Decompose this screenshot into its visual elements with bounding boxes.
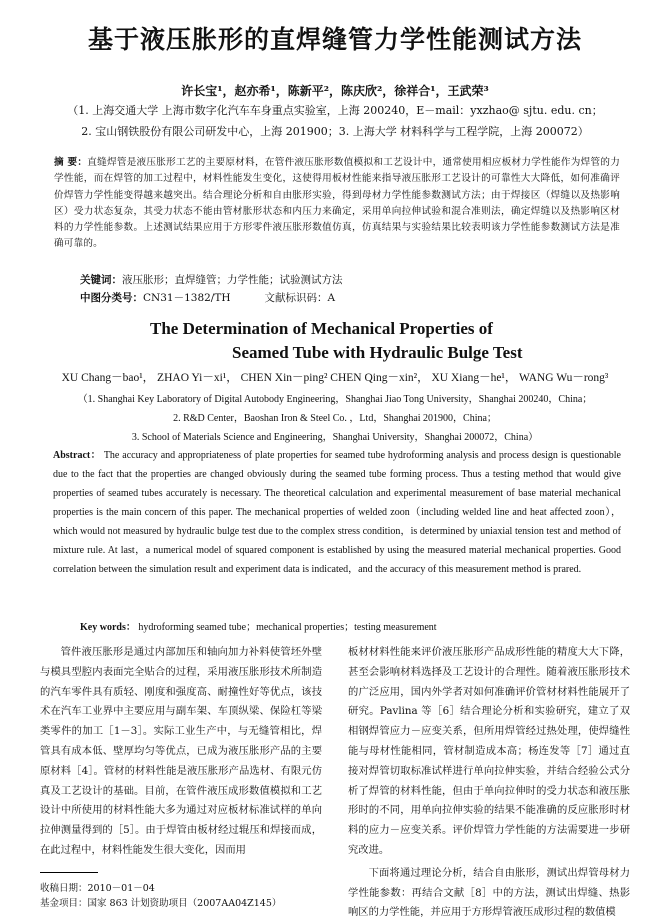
- chinese-affiliation-1: （1. 上海交通大学 上海市数字化汽车车身重点实验室，上海 200240，E－mail：yxzhao@ sjtu. edu. cn；: [67, 104, 603, 117]
- chinese-keywords-text: 液压胀形；直焊缝管；力学性能；试验测试方法: [122, 274, 343, 286]
- body-left-column: 管件液压胀形是通过内部加压和轴向加力补料使管坯外壁与模具型腔内表面完全贴合的过程，采用液压胀形技术所制造的汽车零件具有质轻、刚度和强度高、耐撞性好等优点，该技术在汽车工业界中主要应用与副车架、车顶纵梁、保险杠等梁类零件的加工［1－3］。实际工业生产中，与无缝管相比，焊管具有成本低、壁厚均匀等优点，已成为液压胀形产品的主要原材料［4］。管材的材料性能是液压胀形产品选材、有限元仿真及工艺设计的基础。目前，在管件液压成形数值模拟和工艺设计中所使用的材料性能大多为通过对应板材标准试样的单向拉伸测量得到的［5］。由于焊管由板材经过辊压和焊接而成，在此过程中，材料性能发生很大变化，因而用: [40, 646, 322, 856]
- chinese-keywords: [80, 272, 343, 287]
- english-abstract-label: Abstract：: [53, 450, 102, 461]
- english-title-line-1: The Determination of Mechanical Properties of: [150, 319, 493, 338]
- chinese-keywords-label: 关键词：: [80, 274, 122, 286]
- chinese-abstract-label: 摘 要：: [54, 157, 88, 168]
- english-keywords-label: Key words：: [80, 622, 136, 633]
- body-right-paragraph-2: 下面将通过理论分析，结合自由胀形，测试出焊管母材力学性能参数：再结合文献［8］中的方法，测试出焊缝、热影响区的力学性能，并应用于方形焊管液压成形过程的数值模: [348, 866, 630, 919]
- footnote-received-date: 收稿日期：2010－01－04: [40, 883, 155, 894]
- body-right-paragraph-1: 板材材料性能来评价液压胀形产品成形性能的精度大大下降，甚至会影响材料选择及工艺设计的合理性。随着液压胀形技术的广泛应用，国内外学者对如何准确评价管材材料性能展开了研究。Pavlina 等［6］结合理论分析和实验研究，建立了双相钢焊管应力－应变关系，但所用焊管经过热处理，使焊缝性能与母材性能相同，管材制造成本高；杨连发等［7］通过直接对焊管切取标准试样进行单向拉伸实验，并结合经验公式分析了焊管的材料性能，但由于单向拉伸时的受力状态和液压胀形时的不同，用单向拉伸实验的结果不能准确的反应胀形时材料的应力－应变关系。评价焊管力学性能的方法需要进一步研究改进。: [348, 646, 630, 856]
- footnote-rule: [40, 872, 98, 873]
- chinese-authors: 许长宝¹，赵亦希¹，陈新平²，陈庆欣²，徐祥合¹，王武荣³: [181, 84, 489, 98]
- english-keywords-text: hydroforming seamed tube；mechanical properties；testing measurement: [138, 622, 437, 633]
- english-abstract-text: The accuracy and appropriateness of plate properties for seamed tube hydroforming analysis and process design is questionable due to the fact that the properties are changed obviously during the seamed tube forming process. Thus a testing method that would give properties of seamed tubes accurately is necessary. The theoretical calculation and experimental measurement of base material mechanical properties is the main concern of this paper. The mechanical properties of welded zoon（including welded line and heat affected zoon），which would not measured by hydraulic bulge test due to the complex stress condition，is determined by uniaxial tension test and method of mixture rule. At last，a numerical model of squared component is established by using the measured material mechanical properties. Good correlation between the simulation result and experiment data is indicated，and the accuracy of this measurement method is prared.: [53, 450, 621, 575]
- document-code-value: A: [327, 292, 336, 304]
- chinese-title: 基于液压胀形的直焊缝管力学性能测试方法: [87, 25, 582, 54]
- english-title-line-2: Seamed Tube with Hydraulic Bulge Test: [232, 343, 523, 362]
- classification-line: [80, 290, 335, 305]
- classification-label: 中图分类号：: [80, 292, 143, 304]
- english-keywords: [80, 618, 437, 633]
- chinese-abstract: [54, 155, 620, 253]
- english-authors: XU Chang－bao¹， ZHAO Yi－xi¹， CHEN Xin－ping² CHEN Qing－xin²， XU Xiang－he¹， WANG Wu－rong³: [61, 372, 609, 384]
- english-abstract: [53, 446, 621, 579]
- body-right-column: [348, 643, 630, 922]
- chinese-affiliation-2: 2. 宝山钢铁股份有限公司研发中心，上海 201900；3. 上海大学 材料科学与工程学院，上海 200072）: [81, 125, 589, 138]
- english-affiliation-1: （1. Shanghai Key Laboratory of Digital Autobody Engineering，Shanghai Jiao Tong University，Shanghai 200240，China；: [77, 394, 593, 405]
- english-affiliation-3: 3. School of Materials Science and Engineering，Shanghai University，Shanghai 200072，China）: [131, 432, 539, 443]
- document-code-label: 文献标识码：: [264, 292, 328, 304]
- english-affiliation-2: 2. R&D Center，Baoshan Iron & Steel Co. ，Ltd，Shanghai 201900，China；: [173, 413, 497, 424]
- classification-value: CN31－1382/TH: [143, 292, 231, 304]
- chinese-abstract-text: 直缝焊管是液压胀形工艺的主要原材料，在管件液压胀形数值模拟和工艺设计中，通常使用相应板材力学性能作为焊管的力学性能，而在焊管的加工过程中，材料性能发生变化，这使得用板材性能来指导液压胀形工艺设计的可靠性大大降低，如何准确评价焊管力学性能变得越来越突出。结合理论分析和自由胀形实验，得到母材力学性能参数测试方法；由于焊接区（焊缝以及热影响区）受力状态复杂，其受力状态不能由管材胀形状态和内压力来确定，采用单向拉伸试验和混合准则法，确定焊缝以及热影响区材料的力学性能参数。上述测试结果应用于方形零件液压胀形数值仿真，仿真结果与实验结果比较表明该力学性能参数测试方法是准确可靠的。: [54, 157, 620, 250]
- footnote-funding: 基金项目：国家 863 计划资助项目（2007AA04Z145）: [40, 898, 282, 909]
